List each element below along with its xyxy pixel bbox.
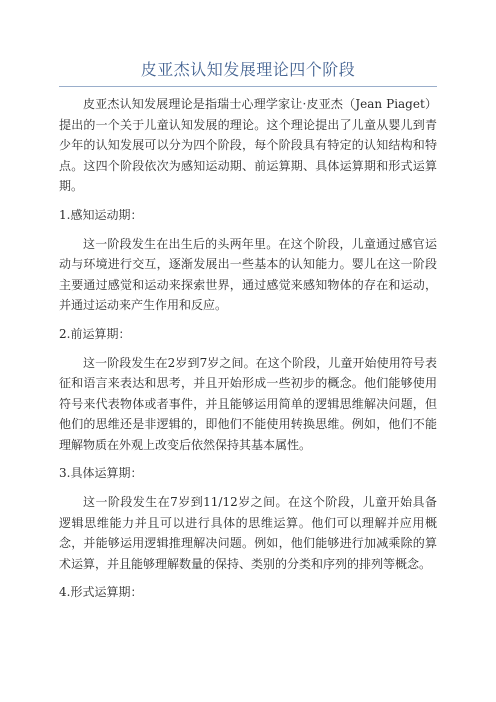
section-body-preoperational: 这一阶段发生在2岁到7岁之间。在这个阶段，儿童开始使用符号表征和语言来表达和思考，并且开始形成一些初步的概念。他们能够使用符号来代表物体或者事件，并且能够运用简单的逻辑思维解决问题，但他们的思维还是非逻辑的，即他们不能使用转换思维。例如，他们不能理解物质在外观上改变后依然保持其基本属性。 [59, 355, 437, 452]
document-title: 皮亚杰认知发展理论四个阶段 [140, 60, 356, 79]
section-body-concrete-operational: 这一阶段发生在7岁到11/12岁之间。在这个阶段，儿童开始具备逻辑思维能力并且可以进行具体的思维运算。他们可以理解并应用概念，并能够运用逻辑推理解决问题。例如，他们能够进行加减乘除的算术运算，并且能够理解数量的保持、类别的分类和序列的排列等概念。 [59, 495, 437, 571]
intro-paragraph: 皮亚杰认知发展理论是指瑞士心理学家让·皮亚杰（Jean Piaget）提出的一个关于儿童认知发展的理论。这个理论提出了儿童从婴儿到青少年的认知发展可以分为四个阶段，每个阶段具有特定的认知结构和特点。这四个阶段依次为感知运动期、前运算期、具体运算期和形式运算期。 [59, 97, 437, 193]
section-heading-sensorimotor: 1.感知运动期： [59, 207, 143, 222]
section-body-sensorimotor: 这一阶段发生在出生后的头两年里。在这个阶段，儿童通过感官运动与环境进行交互，逐渐发展出一些基本的认知能力。婴儿在这一阶段主要通过感觉和运动来探索世界，通过感觉来感知物体的存在和运动，并通过运动来产生作用和反应。 [59, 236, 437, 312]
document-body [59, 94, 437, 602]
title-divider [59, 86, 437, 87]
section-heading-preoperational: 2.前运算期： [59, 326, 131, 341]
section-heading-concrete-operational: 3.具体运算期： [59, 466, 143, 480]
section-heading-formal-operational: 4.形式运算期： [59, 585, 143, 599]
